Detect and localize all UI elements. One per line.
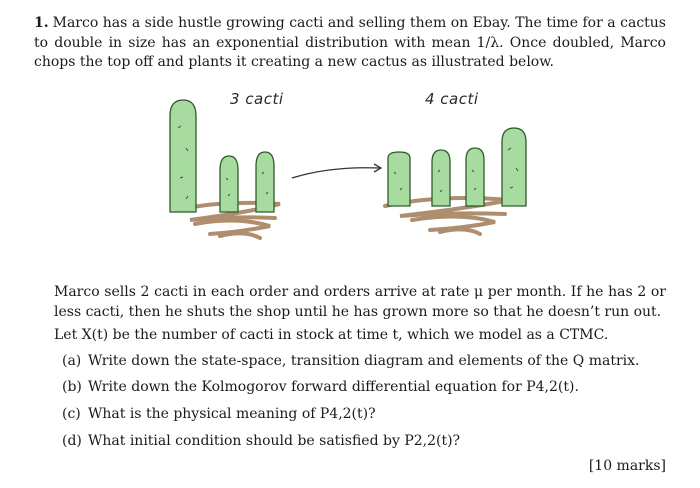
- problem-number: 1.: [34, 15, 49, 31]
- left-cacti-icon: [170, 100, 274, 212]
- problem-intro: [34, 14, 666, 73]
- part-c: [62, 405, 662, 424]
- left-cacti-label: 3 cacti: [230, 90, 284, 108]
- part-a-label: (a): [62, 353, 82, 369]
- part-b-text: Write down the Kolmogorov forward differential equation for P4,2(t).: [88, 379, 579, 395]
- paragraph-orders: [54, 283, 666, 322]
- orders-text: Marco sells 2 cacti in each order and orders arrive at rate μ per month. If he has 2 or less cacti, then he shuts the shop until he has grown more so that he doesn’t run out.: [54, 284, 666, 320]
- right-cacti-icon: [388, 128, 526, 206]
- part-c-text: What is the physical meaning of P4,2(t)?: [88, 406, 376, 422]
- part-c-label: (c): [62, 406, 81, 422]
- marks-label: [10 marks]: [588, 458, 666, 474]
- ctmc-text: Let X(t) be the number of cacti in stock at time t, which we model as a CTMC.: [54, 327, 609, 343]
- part-b-label: (b): [62, 379, 82, 395]
- arrow-icon: [292, 164, 381, 178]
- cactus-illustration: [150, 88, 560, 253]
- part-d: [62, 432, 662, 451]
- part-d-text: What initial condition should be satisfied by P2,2(t)?: [88, 433, 461, 449]
- cactus-drawing: [150, 88, 560, 253]
- paragraph-ctmc: [54, 326, 666, 346]
- part-a: [62, 352, 662, 371]
- intro-text: Marco has a side hustle growing cacti and selling them on Ebay. The time for a cactus to double in size has an exponential distribution with mean 1/λ. Once doubled, Marco chops the top off and plants it creating a new cactus as illustrated below.: [34, 15, 666, 70]
- right-cacti-label: 4 cacti: [425, 90, 479, 108]
- part-b: [62, 378, 662, 397]
- part-a-text: Write down the state-space, transition diagram and elements of the Q matrix.: [88, 353, 640, 369]
- part-d-label: (d): [62, 433, 82, 449]
